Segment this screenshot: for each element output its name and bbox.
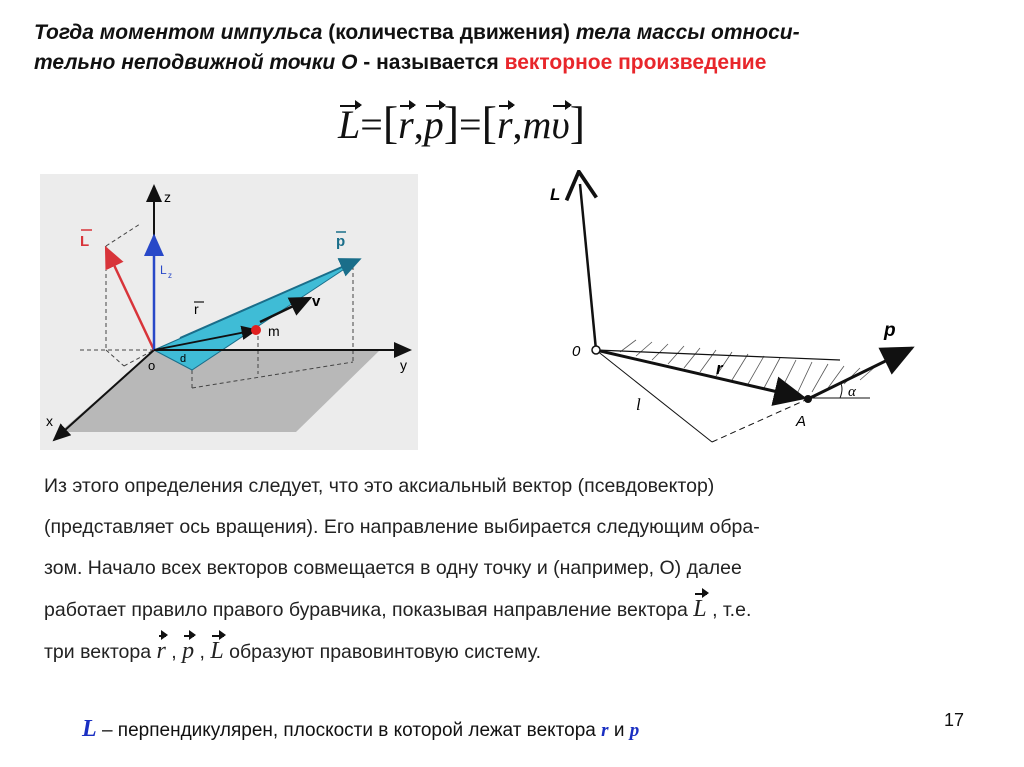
- body-line5: [44, 631, 974, 673]
- body-line5-p: p: [182, 631, 194, 672]
- label-z: z: [164, 189, 171, 205]
- formula-bracket-close: ]: [443, 97, 460, 148]
- label-L-right: L: [550, 185, 561, 204]
- body-line4-L: L: [693, 589, 706, 630]
- label-o: o: [148, 358, 156, 373]
- label-d: d: [180, 353, 187, 365]
- body-line4-b: , т.е.: [706, 599, 752, 621]
- p-line: [810, 348, 912, 398]
- title-part5: - называется: [357, 51, 505, 74]
- right-figure-svg: [540, 170, 940, 460]
- body-line3: зом. Начало всех векторов совмещается в одну точку и (например, О) далее: [44, 557, 742, 579]
- label-A-right: A: [796, 413, 807, 430]
- label-v: v: [312, 293, 321, 310]
- formula-bracket-open: [: [382, 97, 399, 148]
- body-line1: Из этого определения следует, что это аксиальный вектор (псевдовектор): [44, 475, 715, 497]
- body-line5-r: r: [157, 631, 166, 672]
- title-highlight: векторное произведение: [504, 51, 767, 74]
- body-line5-b: образуют правовинтовую систему.: [223, 641, 541, 663]
- label-p-right: p: [884, 320, 896, 341]
- body-line5-sep2: ,: [194, 641, 211, 663]
- angular-momentum-formula: [338, 96, 585, 149]
- label-r: r: [194, 301, 199, 317]
- dash-guide: [106, 224, 140, 246]
- hatching: [620, 340, 876, 396]
- mass-point: [251, 325, 261, 335]
- formula-p: p: [423, 102, 444, 147]
- body-line2: (представляет ось вращения). Его направление выбирается следующим обра-: [44, 516, 760, 538]
- title-part1: Тогда моментом импульса: [34, 21, 323, 44]
- formula-r2: r: [496, 102, 513, 147]
- label-O-right: 0: [572, 343, 581, 360]
- body-line5-a: три вектора: [44, 641, 157, 663]
- formula-m: m: [522, 102, 552, 147]
- formula-eq1: =: [360, 102, 383, 147]
- bottom-r: r: [601, 720, 609, 741]
- label-m: m: [268, 323, 280, 339]
- L-line: [580, 184, 596, 350]
- label-Lz: L: [160, 263, 167, 277]
- title-part4: тельно неподвижной точки О: [34, 51, 358, 74]
- dash-guide: [106, 350, 124, 366]
- label-L: L: [80, 233, 90, 250]
- label-r-right: r: [716, 359, 723, 378]
- title-part3: тела массы относи-: [575, 21, 800, 44]
- label-alpha-right: α: [848, 384, 856, 400]
- bottom-text: – перпендикулярен, плоскости в которой лежат вектора: [96, 720, 602, 741]
- title-part2: (количества движения): [322, 21, 576, 44]
- body-line5-L: L: [210, 631, 223, 672]
- L-vector: [106, 248, 154, 350]
- formula-v: υ: [551, 102, 570, 147]
- bottom-p: p: [629, 720, 640, 741]
- formula-r: r: [398, 102, 414, 147]
- label-Lz-sub: z: [168, 271, 172, 280]
- page-number: 17: [944, 710, 965, 730]
- left-figure-svg: [40, 174, 418, 450]
- formula-comma1: ,: [413, 102, 424, 147]
- body-line4-a: работает правило правого буравчика, показывая направление вектора: [44, 599, 694, 621]
- formula-comma2: ,: [512, 102, 523, 147]
- body-text: [44, 466, 974, 673]
- slide-title: [34, 18, 994, 78]
- origin-point: [592, 346, 600, 354]
- label-y: y: [400, 357, 407, 373]
- body-line4: [44, 589, 974, 631]
- formula-bracket-open2: [: [481, 97, 497, 148]
- label-x: x: [46, 413, 53, 429]
- point-A: [804, 395, 812, 403]
- formula-L: L: [338, 102, 361, 147]
- body-line5-sep1: ,: [165, 641, 183, 663]
- bottom-statement: [82, 716, 639, 743]
- formula-bracket-close2: ]: [569, 97, 586, 148]
- formula-eq2: =: [459, 102, 482, 147]
- bottom-L: L: [82, 716, 97, 742]
- label-p: p: [336, 233, 346, 250]
- bottom-and: и: [608, 720, 630, 741]
- label-l-right: l: [636, 395, 641, 414]
